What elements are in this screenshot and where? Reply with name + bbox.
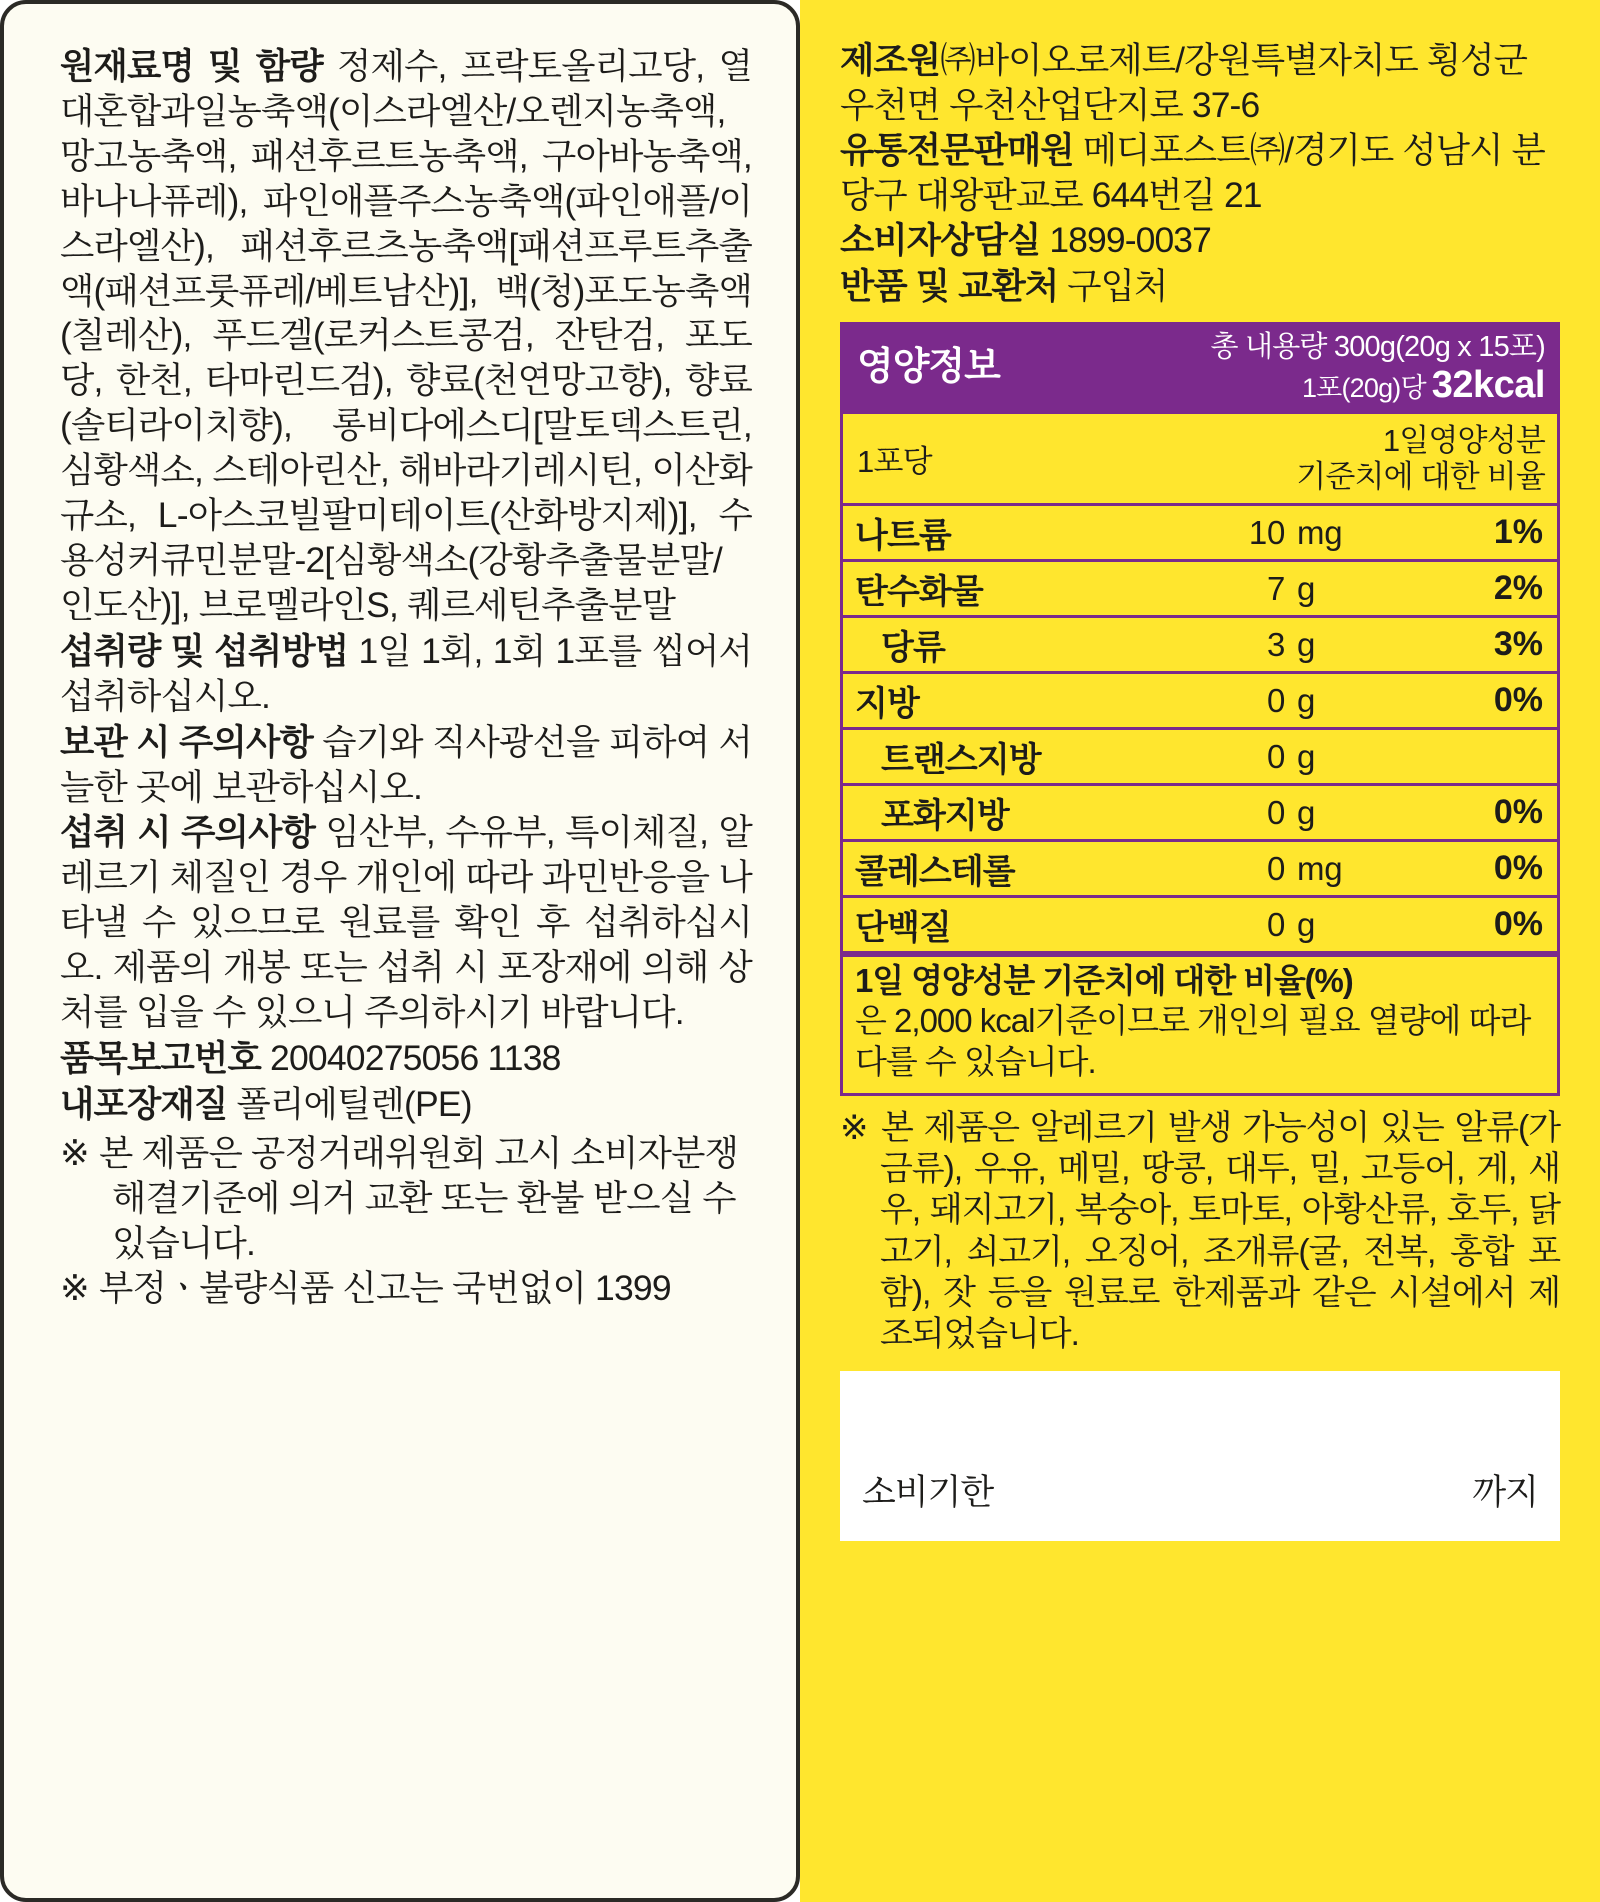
nutrient-amount-number: 10 bbox=[1248, 513, 1285, 551]
daily-value-label-line2: 기준치에 대한 비율 bbox=[1296, 458, 1545, 494]
nutrition-footnote-text: 은 2,000 kcal기준이므로 개인의 필요 열량에 따라 다를 수 있습니다. bbox=[855, 1001, 1531, 1080]
nutrition-header-right bbox=[1000, 331, 1545, 406]
nutrient-amount-unit: mg bbox=[1297, 513, 1343, 551]
notice-list bbox=[60, 1131, 752, 1312]
nutrient-amount bbox=[1189, 682, 1419, 720]
table-row bbox=[843, 618, 1557, 674]
manufacturer-block bbox=[840, 38, 1560, 308]
expiry-label: 소비기한 bbox=[862, 1473, 994, 1513]
nutrient-amount-number: 0 bbox=[1266, 681, 1285, 719]
table-row bbox=[843, 898, 1557, 954]
nutrient-amount-number: 0 bbox=[1266, 737, 1285, 775]
nutrient-amount bbox=[1189, 738, 1419, 776]
expiry-date-box bbox=[840, 1371, 1560, 1541]
nutrient-amount bbox=[1189, 794, 1419, 832]
caution-paragraph bbox=[60, 810, 752, 1035]
consumer-center-paragraph bbox=[840, 218, 1560, 263]
nutrition-title: 영양정보 bbox=[857, 346, 1000, 389]
allergy-notice: ※ 본 제품은 알레르기 발생 가능성이 있는 알류(가금류), 우유, 메밀, 땅콩, 대두, 밀, 고등어, 게, 새우, 돼지고기, 복숭아, 토마토, 아황산류, 호두, 닭고기, 쇠고기, 오징어, 조개류(굴, 전복, 홍합 포함), 잣 등을 원료로 한제품과 같은 시설에서 제조되었습니다. bbox=[840, 1108, 1560, 1354]
nutrient-amount-number: 0 bbox=[1266, 905, 1285, 943]
per-serving-label: 1포당 bbox=[857, 444, 932, 480]
caution-heading: 섭취 시 주의사항 bbox=[60, 812, 316, 853]
daily-value-label-line1: 1일영양성분 bbox=[1382, 422, 1545, 458]
nutrient-amount-unit: g bbox=[1297, 681, 1316, 719]
nutrient-percent: 0% bbox=[1493, 681, 1543, 720]
storage-paragraph bbox=[60, 720, 752, 810]
nutrient-name: 단백질 bbox=[855, 909, 951, 948]
nutrition-footnote-title: 1일 영양성분 기준치에 대한 비율(%) bbox=[855, 962, 1353, 1000]
nutrition-calories: 32kcal bbox=[1431, 363, 1545, 406]
intake-text: 1일 1회, 1회 1포를 씹어서 섭취하십시오. bbox=[60, 630, 752, 716]
nutrient-amount-number: 3 bbox=[1266, 625, 1285, 663]
nutrition-total-amount: 총 내용량 300g(20g x 15포) bbox=[1210, 331, 1545, 364]
nutrient-name: 탄수화물 bbox=[855, 573, 983, 612]
nutrient-percent: 0% bbox=[1493, 793, 1543, 832]
nutrient-amount-unit: g bbox=[1297, 905, 1316, 943]
nutrient-amount-unit: g bbox=[1297, 625, 1316, 663]
intake-heading: 섭취량 및 섭취방법 bbox=[60, 630, 349, 671]
ingredients-block bbox=[60, 44, 752, 1127]
ingredients-paragraph bbox=[60, 44, 752, 628]
manufacturer-paragraph bbox=[840, 38, 1560, 127]
nutrition-header bbox=[843, 325, 1557, 414]
notice-mark-icon: ※ bbox=[60, 1268, 89, 1309]
distributor-text: 메디포스트㈜/경기도 성남시 분당구 대왕판교로 644번길 21 bbox=[840, 130, 1545, 215]
daily-value-label bbox=[1296, 423, 1545, 495]
list-item bbox=[60, 1266, 752, 1311]
nutrient-amount bbox=[1189, 626, 1419, 664]
report-number-paragraph bbox=[60, 1036, 752, 1081]
distributor-heading: 유통전문판매원 bbox=[840, 130, 1074, 171]
notice-mark-icon: ※ bbox=[60, 1132, 89, 1173]
expiry-suffix: 까지 bbox=[1472, 1473, 1538, 1513]
consumer-center-value: 1899-0037 bbox=[1040, 220, 1211, 261]
ingredients-heading: 원재료명 및 함량 bbox=[60, 46, 323, 86]
table-row bbox=[843, 562, 1557, 618]
nutrient-percent: 1% bbox=[1493, 513, 1543, 552]
nutrient-amount-unit: g bbox=[1297, 793, 1316, 831]
nutrient-name: 당류 bbox=[881, 629, 945, 668]
nutrient-amount-unit: g bbox=[1297, 569, 1316, 607]
nutrient-percent: 3% bbox=[1493, 625, 1543, 664]
nutrient-percent: 0% bbox=[1493, 905, 1543, 944]
consumer-center-heading: 소비자상담실 bbox=[840, 220, 1041, 261]
nutrient-amount-number: 0 bbox=[1266, 793, 1285, 831]
notice-text: 본 제품은 공정거래위원회 고시 소비자분쟁해결기준에 의거 교환 또는 환불 받으실 수 있습니다. bbox=[98, 1132, 739, 1263]
nutrient-amount bbox=[1189, 850, 1419, 888]
intake-paragraph bbox=[60, 629, 752, 719]
notice-text: 부정ㆍ불량식품 신고는 국번없이 1399 bbox=[98, 1268, 671, 1309]
ingredients-text: 정제수, 프락토올리고당, 열대혼합과일농축액(이스라엘산/오렌지농축액, 망고농축액, 패션후르트농축액, 구아바농축액, 바나나퓨레), 파인애플주스농축액(파인애플/이스라엘산), 패션후르츠농축액[패션프루트추출액(패션프룻퓨레/베트남산)], 백(청)포도농축액(칠레산), 푸드겔(로커스트콩검, 잔탄검, 포도당, 한천, 타마린드검), 향료(천연망고향), 향료(솔티라이치향), 롱비다에스디[말토덱스트린, 심황색소, 스테아린산, 해바라기레시틴, 이산화규소, L-아스코빌팔미테이트(산화방지제)], 수용성커큐민분말-2[심황색소(강황추출물분말/인도산)], 브로멜라인S, 퀘르세틴추출분말 bbox=[60, 46, 753, 625]
package-material-value: 폴리에틸렌(PE) bbox=[227, 1083, 472, 1124]
nutrient-name: 콜레스테롤 bbox=[855, 853, 1015, 892]
return-exchange-value: 구입처 bbox=[1058, 265, 1168, 306]
package-material-heading: 내포장재질 bbox=[60, 1083, 228, 1124]
table-row bbox=[843, 842, 1557, 898]
nutrition-panel bbox=[800, 0, 1600, 1902]
nutrient-name: 트랜스지방 bbox=[881, 741, 1041, 780]
package-material-paragraph bbox=[60, 1082, 752, 1127]
table-row bbox=[843, 674, 1557, 730]
storage-text: 습기와 직사광선을 피하여 서늘한 곳에 보관하십시오. bbox=[60, 721, 753, 807]
nutrient-percent: 0% bbox=[1493, 849, 1543, 888]
nutrient-name: 지방 bbox=[855, 685, 919, 724]
nutrient-percent: 2% bbox=[1493, 569, 1543, 608]
caution-text: 임산부, 수유부, 특이체질, 알레르기 체질인 경우 개인에 따라 과민반응을 나타낼 수 있으므로 원료를 확인 후 섭취하십시오. 제품의 개봉 또는 섭취 시 포장재에 의해 상처를 입을 수 있으니 주의하시기 바랍니다. bbox=[60, 812, 752, 1033]
nutrient-name: 포화지방 bbox=[881, 797, 1009, 836]
return-exchange-heading: 반품 및 교환처 bbox=[840, 265, 1059, 306]
table-row bbox=[843, 786, 1557, 842]
nutrient-amount bbox=[1189, 514, 1419, 552]
nutrient-amount bbox=[1189, 906, 1419, 944]
nutrient-amount-number: 0 bbox=[1266, 849, 1285, 887]
nutrient-amount-number: 7 bbox=[1266, 569, 1285, 607]
report-number-heading: 품목보고번호 bbox=[60, 1037, 261, 1078]
nutrient-amount-unit: g bbox=[1297, 737, 1316, 775]
nutrient-amount bbox=[1189, 570, 1419, 608]
nutrient-amount-unit: mg bbox=[1297, 849, 1343, 887]
manufacturer-heading: 제조원 bbox=[840, 40, 941, 80]
nutrition-serving-label: 1포(20g)당 bbox=[1301, 372, 1426, 403]
table-row bbox=[843, 506, 1557, 562]
storage-heading: 보관 시 주의사항 bbox=[60, 721, 313, 762]
manufacturer-text: ㈜바이오로제트/강원특별자치도 횡성군 우천면 우천산업단지로 37-6 bbox=[840, 40, 1528, 125]
distributor-paragraph bbox=[840, 128, 1560, 217]
return-exchange-paragraph bbox=[840, 264, 1560, 309]
report-number-value: 20040275056 1138 bbox=[260, 1037, 561, 1078]
nutrition-footnote bbox=[843, 954, 1557, 1092]
nutrient-name: 나트륨 bbox=[855, 517, 951, 556]
nutrition-facts-table bbox=[840, 322, 1560, 1095]
nutrition-kcal-row bbox=[1000, 364, 1545, 407]
nutrition-subheader bbox=[843, 414, 1557, 506]
list-item bbox=[60, 1131, 752, 1266]
table-row bbox=[843, 730, 1557, 786]
